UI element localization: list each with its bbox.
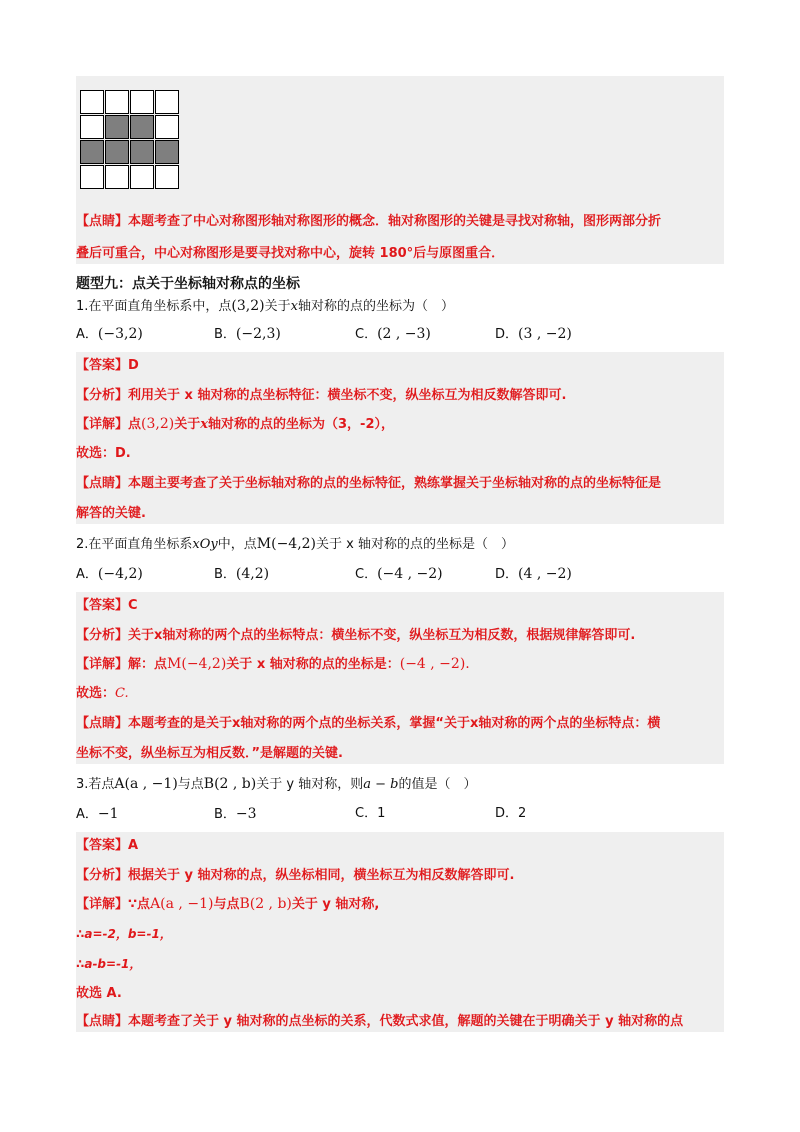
grid-cell — [130, 165, 154, 189]
intro-note-line1: 【点睛】本题考查了中心对称图形轴对称图形的概念．轴对称图形的关键是寻找对称轴，图形两部分折 — [76, 214, 662, 229]
q2-option-a: A．(−4,2) — [76, 566, 143, 582]
q1-analysis: 【分析】利用关于 x 轴对称的点坐标特征：横坐标不变，纵坐标互为相反数解答即可. — [76, 388, 567, 403]
q3-option-b: B．−3 — [214, 806, 257, 822]
q2-choice: 故选：C. — [76, 686, 129, 701]
grid-cell — [105, 90, 129, 114]
section-title: 题型九：点关于坐标轴对称点的坐标 — [76, 276, 300, 292]
q1-answer: 【答案】D — [76, 358, 139, 373]
q1-option-c: C．(2 , −3) — [355, 326, 431, 342]
q3-option-a: A．−1 — [76, 806, 119, 822]
grid-cell — [80, 90, 104, 114]
q2-option-b: B．(4,2) — [214, 566, 270, 582]
q1-solution-block — [76, 352, 724, 524]
grid-cell-shaded — [105, 115, 129, 139]
q3-choice: 故选 A. — [76, 986, 122, 1001]
q2-analysis: 【分析】关于x轴对称的两个点的坐标特点：横坐标不变，纵坐标互为相反数，根据规律解答即可. — [76, 628, 636, 643]
q3-detail: 【详解】∵点A(a , −1)与点B(2 , b)关于 y 轴对称, — [76, 896, 380, 912]
q1-choice: 故选：D. — [76, 446, 131, 461]
grid-cell-shaded — [130, 115, 154, 139]
grid-cell — [155, 165, 179, 189]
grid-cell-shaded — [155, 140, 179, 164]
q1-note-line2: 解答的关键. — [76, 506, 146, 521]
q3-option-c: C．1 — [355, 806, 386, 821]
q3-step1: ∴a=-2，b=-1， — [76, 927, 172, 941]
grid-cell — [155, 115, 179, 139]
q1-note-line1: 【点睛】本题主要考查了关于坐标轴对称的点的坐标特征，熟练掌握关于坐标轴对称的点的坐标特征是 — [76, 476, 662, 491]
q2-solution-block — [76, 592, 724, 764]
q3-solution-block — [76, 832, 724, 1032]
q2-option-d: D．(4 , −2) — [495, 566, 572, 582]
grid-cell-shaded — [130, 140, 154, 164]
q1-stem: 1.在平面直角坐标系中，点(3,2)关于x轴对称的点的坐标为（ ） — [76, 298, 454, 314]
q1-detail: 【详解】点(3,2)关于x轴对称的点的坐标为（3，-2）， — [76, 416, 395, 432]
q3-option-d: D．2 — [495, 806, 527, 821]
grid-cell — [80, 165, 104, 189]
q3-stem: 3.若点A(a , −1)与点B(2 , b)关于 y 轴对称，则a − b的值是（ ） — [76, 776, 477, 792]
grid-cell-shaded — [80, 140, 104, 164]
intro-note-line2: 叠后可重合，中心对称图形是要寻找对称中心，旋转 180°后与原图重合． — [76, 246, 505, 261]
grid-cell — [130, 90, 154, 114]
q1-option-d: D．(3 , −2) — [495, 326, 572, 342]
q2-note-line1: 【点睛】本题考查的是关于x轴对称的两个点的坐标关系，掌握“关于x轴对称的两个点的坐标特点：横 — [76, 716, 661, 731]
q2-answer: 【答案】C — [76, 598, 138, 613]
q2-detail: 【详解】解：点M(−4,2)关于 x 轴对称的点的坐标是：(−4 , −2). — [76, 656, 470, 672]
grid-cell — [80, 115, 104, 139]
note-tag: 【点睛】 — [76, 214, 129, 229]
q3-note-line1: 【点睛】本题考查了关于 y 轴对称的点坐标的关系，代数式求值，解题的关键在于明确关于 y 轴对称的点 — [76, 1014, 684, 1029]
q2-stem: 2.在平面直角坐标系xOy中，点M(−4,2)关于 x 轴对称的点的坐标是（ ） — [76, 536, 514, 552]
q1-option-b: B．(−2,3) — [214, 326, 281, 342]
grid-cell — [155, 90, 179, 114]
q2-option-c: C．(−4 , −2) — [355, 566, 443, 582]
q2-note-line2: 坐标不变，纵坐标互为相反数．”是解题的关键. — [76, 746, 343, 761]
q3-step2: ∴a-b=-1， — [76, 957, 142, 971]
grid-cell — [105, 165, 129, 189]
q3-analysis: 【分析】根据关于 y 轴对称的点，纵坐标相同，横坐标互为相反数解答即可. — [76, 868, 515, 883]
grid-cell-shaded — [105, 140, 129, 164]
q3-answer: 【答案】A — [76, 838, 139, 853]
q1-option-a: A．(−3,2) — [76, 326, 143, 342]
